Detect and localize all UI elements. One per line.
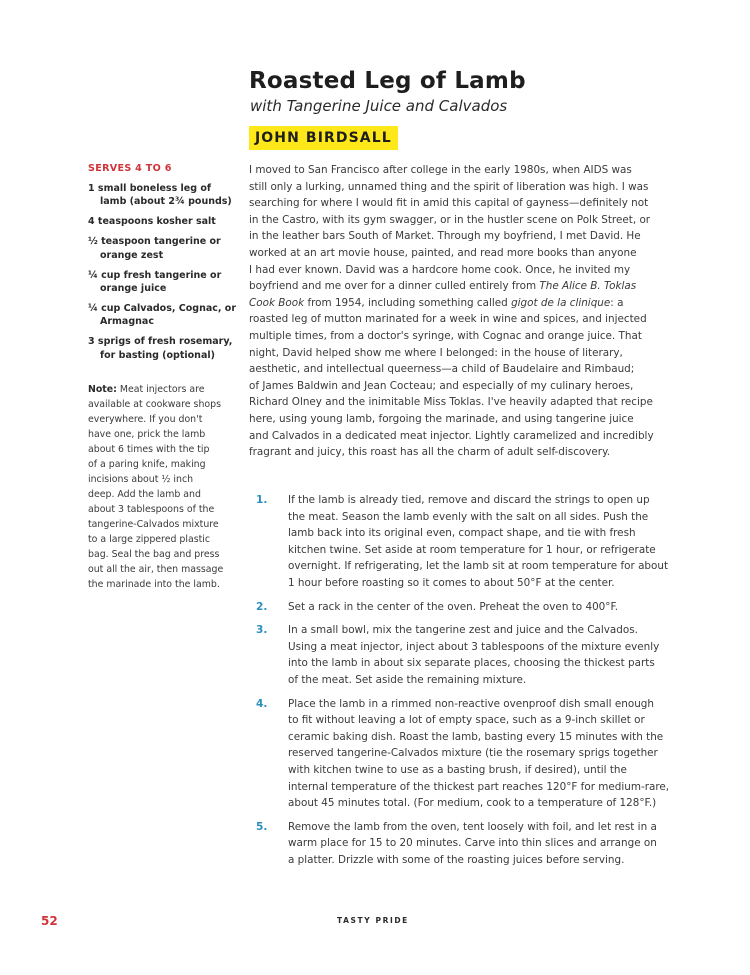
step-item (250, 696, 680, 812)
step-number: 3. (256, 624, 268, 637)
step-number: 1. (256, 494, 268, 506)
running-head: TASTY PRIDE (337, 916, 409, 925)
serves-label: SERVES 4 TO 6 (88, 163, 172, 174)
ingredient-item: ½ teaspoon tangerine or orange zest (88, 236, 221, 261)
step-number: 5. (256, 820, 268, 833)
step-item (250, 819, 680, 869)
intro-text: I moved to San Francisco after college in the early 1980s, when AIDS was still only a lurking, unnamed thing and the spirit of liberation was high. I was searching for where I would fit in amid this capital of gayness—definitely not in the Castro, with its gym swagger, or in the hustler scene on Polk Street, or in the leather bars South of Market. Through my boyfriend, I met David. He worked at an art movie house, painted, and read more books than anyone I had ever known. David was a hardcore home cook. Once, he invited my boyfriend and me over for a dinner culled entirely from (249, 164, 651, 293)
recipe-subtitle: with Tangerine Juice and Calvados (250, 97, 508, 115)
ingredient-item: 1 small boneless leg of lamb (about 2¾ pounds) (88, 183, 232, 208)
page-number: 52 (41, 914, 58, 928)
book-title: The Alice B. Toklas Cook Book (249, 280, 637, 309)
step-item (250, 599, 680, 616)
note-text: Meat injectors are available at cookware shops everywhere. If you don't have one, prick the lamb about 6 times with the tip of a paring knife, making incisions about ½ inch deep. Add the lamb and about 3 tablespoons of the tangerine-Calvados mixture to a large zippered plastic bag. Seal the bag and press out all the air, then massage the marinade into the lamb. (88, 383, 224, 590)
ingredient-item: ¼ cup Calvados, Cognac, or Armagnac (88, 302, 237, 328)
step-text: Remove the lamb from the oven, tent loosely with foil, and let rest in a warm place for 15 to 20 minutes. Carve into thin slices and arrange on a platter. Drizzle with some of the roasting juices before serving. (288, 820, 657, 866)
ingredient-item: 3 sprigs of fresh rosemary, for basting (optional) (88, 336, 233, 361)
step-text: Set a rack in the center of the oven. Preheat the oven to 400°F. (288, 600, 619, 613)
step-text: Place the lamb in a rimmed non-reactive ovenproof dish small enough to fit without leaving a lot of empty space, such as a 9-inch skillet or ceramic baking dish. Roast the lamb, basting every 15 minutes with the reserved tangerine-Calvados mixture (tie the rosemary sprigs together with kitchen twine to use as a basting brush, if desired), until the internal temperature of the thickest part reaches 120°F for medium-rare, about 45 minutes total. (For medium, cook to a temperature of 128°F.) (288, 697, 670, 810)
note-label: Note: (88, 383, 117, 395)
sidebar (88, 162, 236, 592)
method-steps (250, 492, 680, 875)
dish-name: gigot de la clinique (511, 296, 611, 309)
intro-paragraph (249, 162, 669, 461)
ingredient-item: 4 teaspoons kosher salt (88, 216, 216, 228)
ingredient-list (88, 182, 236, 362)
step-text: If the lamb is already tied, remove and discard the strings to open up the meat. Season the lamb evenly with the salt on all sides. Push the lamb back into its original even, compact shape, and tie with fresh kitchen twine. Set aside at room temperature for 1 hour, or refrigerate overnight. If refrigerating, let the lamb sit at room temperature for about 1 hour before roasting so it comes to about 50°F at the center. (288, 494, 669, 589)
step-number: 4. (256, 697, 268, 710)
intro-text: : a roasted leg of mutton marinated for a week in wine and spices, and injected multiple times, from a doctor's syringe, with Cognac and orange juice. That night, David helped show me where I belonged: in the house of literary, aesthetic, and intellectual queerness—a child of Baudelaire and Rimbaud; of James Baldwin and Jean Cocteau; and especially of my culinary heroes, Richard Olney and the inimitable Miss Toklas. I've heavily adapted that recipe here, using young lamb, forgoing the marinade, and using tangerine juice and Calvados in a dedicated meat injector. Lightly caramelized and incredibly fragrant and juicy, this roast has all the charm of adult self-discovery. (249, 296, 654, 459)
step-item (250, 622, 680, 688)
step-number: 2. (256, 600, 268, 613)
step-text: In a small bowl, mix the tangerine zest and juice and the Calvados. Using a meat injector, inject about 3 tablespoons of the mixture evenly into the lamb in about six separate places, choosing the thickest parts of the meat. Set aside the remaining mixture. (288, 624, 660, 686)
author-name: JOHN BIRDSALL (249, 126, 398, 150)
sidebar-note (88, 382, 236, 592)
intro-text: from 1954, including something called (304, 296, 512, 309)
ingredient-item: ¼ cup fresh tangerine or orange juice (88, 269, 222, 294)
step-item (250, 492, 680, 592)
recipe-title: Roasted Leg of Lamb (249, 68, 526, 94)
